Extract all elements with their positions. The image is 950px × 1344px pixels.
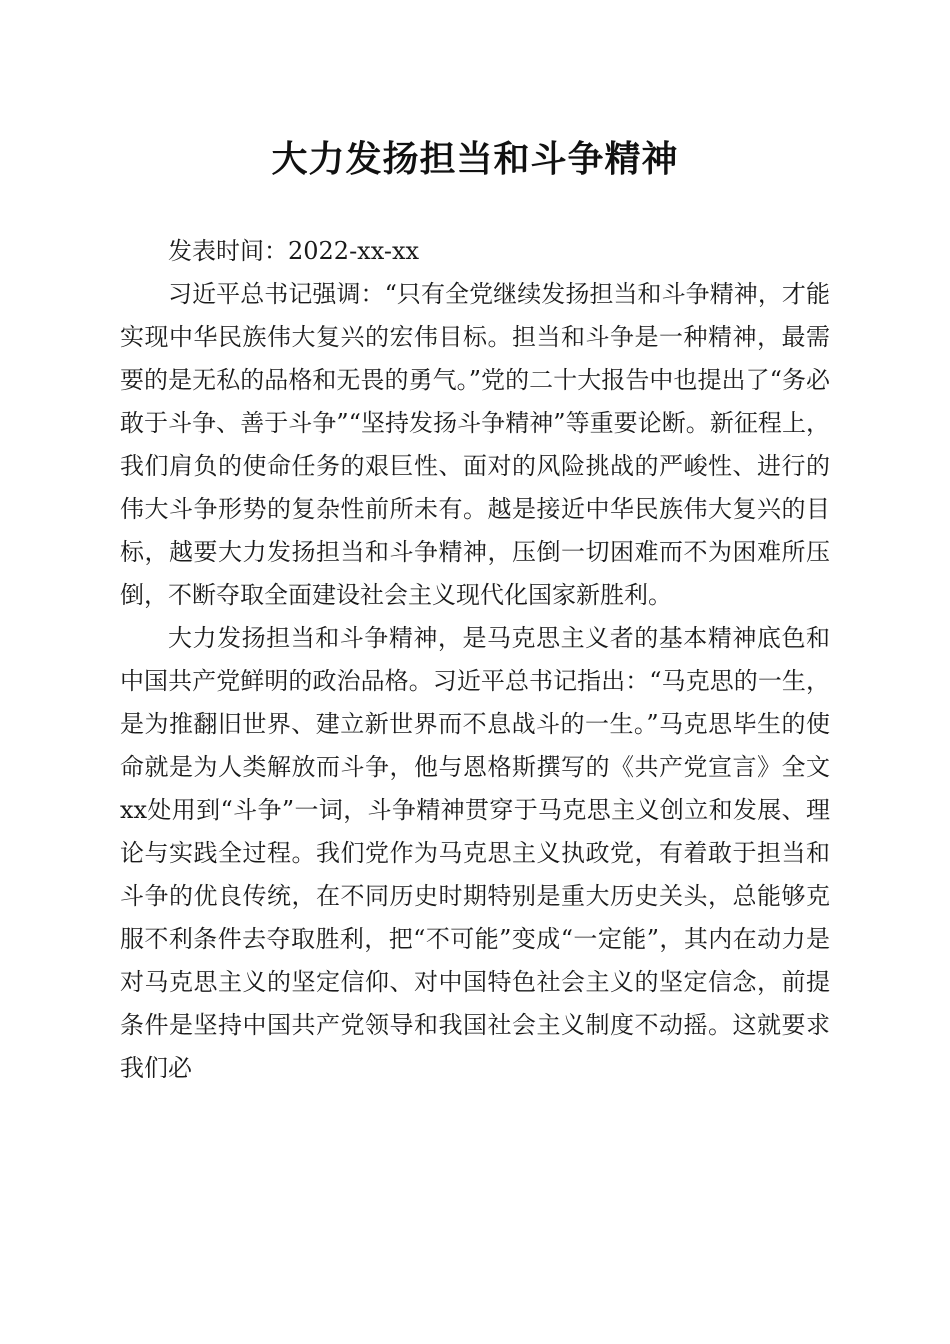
publish-date-line: 发表时间：2022-xx-xx xyxy=(168,237,420,265)
paragraph-1: 习近平总书记强调：“只有全党继续发扬担当和斗争精神，才能实现中华民族伟大复兴的宏伟目标。担当和斗争是一种精神，最需要的是无私的品格和无畏的勇气。”党的二十大报告中也提出了“务必敢于斗争、善于斗争”“坚持发扬斗争精神”等重要论断。新征程上，我们肩负的使命任务的艰巨性、面对的风险挑战的严峻性、进行的伟大斗争形势的复杂性前所未有。越是接近中华民族伟大复兴的目标，越要大力发扬担当和斗争精神，压倒一切困难而不为困难所压倒，不断夺取全面建设社会主义现代化国家新胜利。 xyxy=(120,280,830,609)
paragraph-2: 大力发扬担当和斗争精神，是马克思主义者的基本精神底色和中国共产党鲜明的政治品格。习近平总书记指出：“马克思的一生，是为推翻旧世界、建立新世界而不息战斗的一生。”马克思毕生的使命就是为人类解放而斗争，他与恩格斯撰写的《共产党宣言》全文xx处用到“斗争”一词，斗争精神贯穿于马克思主义创立和发展、理论与实践全过程。我们党作为马克思主义执政党，有着敢于担当和斗争的优良传统，在不同历史时期特别是重大历史关头，总能够克服不利条件去夺取胜利，把“不可能”变成“一定能”，其内在动力是对马克思主义的坚定信仰、对中国特色社会主义的坚定信念，前提条件是坚持中国共产党领导和我国社会主义制度不动摇。这就要求我们必 xyxy=(120,624,830,1082)
document-title: 大力发扬担当和斗争精神 xyxy=(271,138,679,180)
document-body xyxy=(120,230,830,1090)
